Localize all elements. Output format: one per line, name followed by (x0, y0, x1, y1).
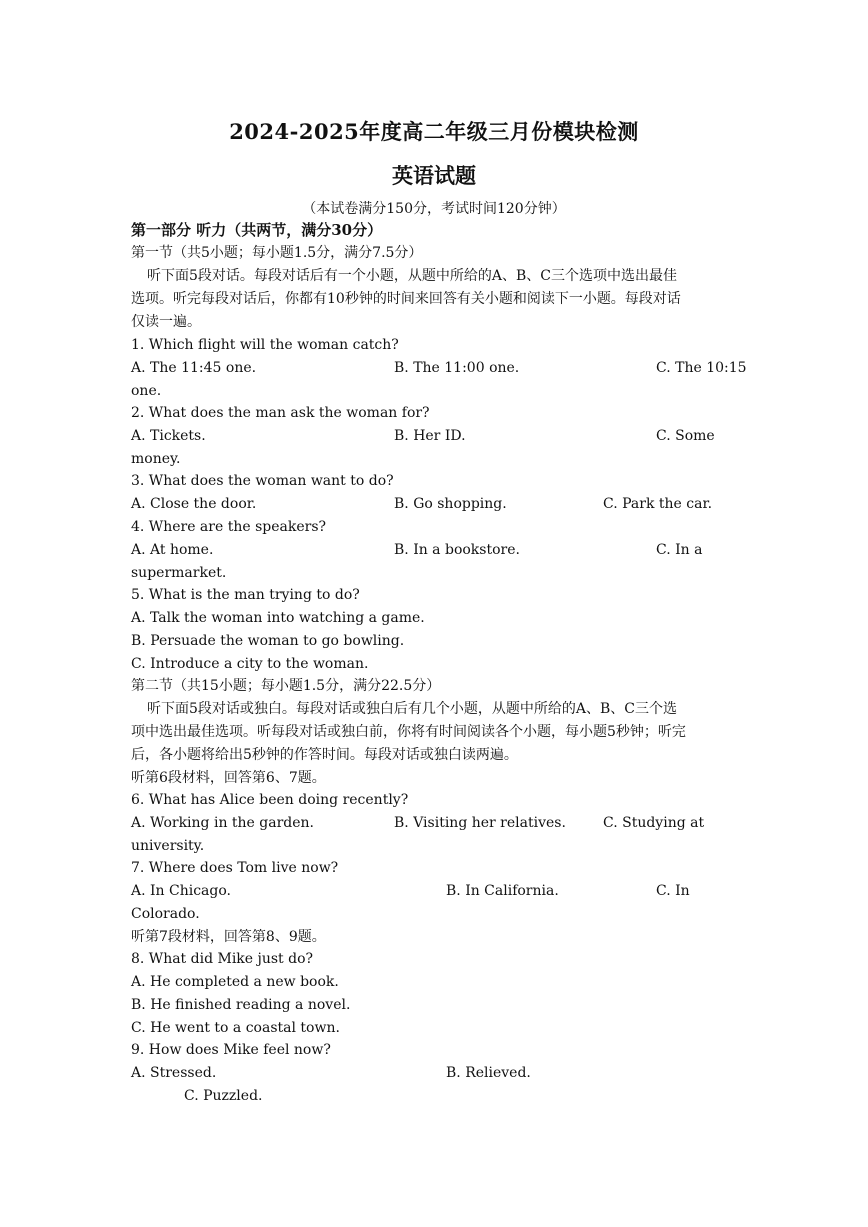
option-c: C. Studying at (603, 815, 705, 831)
option-c-continued: one. (131, 383, 162, 399)
question-stem: 4. Where are the speakers? (131, 519, 327, 535)
option-b: B. In a bookstore. (394, 542, 520, 558)
option-a: A. Stressed. (131, 1065, 217, 1081)
exam-subtitle: 英语试题 (392, 163, 476, 188)
option-b: B. Relieved. (446, 1065, 531, 1081)
option-c-continued: university. (131, 838, 205, 854)
section2-instructions-line: 后，各小题将给出5秒钟的作答时间。每段对话或独白读两遍。 (131, 747, 518, 763)
question-stem: 9. How does Mike feel now? (131, 1042, 331, 1058)
section1-instructions-line: 听下面5段对话。每段对话后有一个小题，从题中所给的A、B、C三个选项中选出最佳 (147, 268, 678, 284)
material-heading: 听第7段材料，回答第8、9题。 (131, 929, 326, 945)
option-b: B. Go shopping. (394, 496, 507, 512)
option-c: C. He went to a coastal town. (131, 1020, 340, 1036)
option-c-continued: money. (131, 451, 181, 467)
material-heading: 听第6段材料，回答第6、7题。 (131, 770, 326, 786)
section1-heading: 第一节（共5小题；每小题1.5分，满分7.5分） (131, 245, 423, 261)
section2-instructions-line: 听下面5段对话或独白。每段对话或独白后有几个小题，从题中所给的A、B、C三个选 (147, 701, 678, 717)
question-stem: 3. What does the woman want to do? (131, 473, 394, 489)
option-a: A. Close the door. (131, 496, 257, 512)
option-a: A. Talk the woman into watching a game. (131, 610, 425, 626)
option-b: B. Persuade the woman to go bowling. (131, 633, 405, 649)
option-a: A. Working in the garden. (131, 815, 314, 831)
question-stem: 2. What does the man ask the woman for? (131, 405, 430, 421)
option-b: B. The 11:00 one. (394, 360, 520, 376)
section2-instructions-line: 项中选出最佳选项。听每段对话或独白前，你将有时间阅读各个小题，每小题5秒钟；听完 (131, 724, 686, 740)
option-a: A. At home. (131, 542, 214, 558)
exam-note: （本试卷满分150分，考试时间120分钟） (302, 201, 566, 217)
option-c-continued: supermarket. (131, 565, 227, 581)
exam-title: 2024-2025年度高二年级三月份模块检测 (229, 119, 639, 144)
option-c: C. In (656, 883, 690, 899)
section1-instructions-line: 选项。听完每段对话后，你都有10秒钟的时间来回答有关小题和阅读下一小题。每段对话 (131, 291, 681, 307)
question-stem: 8. What did Mike just do? (131, 951, 314, 967)
option-c: C. In a (656, 542, 703, 558)
question-stem: 5. What is the man trying to do? (131, 587, 360, 603)
option-a: A. Tickets. (131, 428, 206, 444)
part1-heading: 第一部分 听力（共两节，满分30分） (131, 221, 383, 239)
option-c: C. Some (656, 428, 715, 444)
option-c: C. Park the car. (603, 496, 713, 512)
section2-heading: 第二节（共15小题；每小题1.5分，满分22.5分） (131, 678, 441, 694)
option-a: A. The 11:45 one. (131, 360, 257, 376)
option-a: A. In Chicago. (131, 883, 231, 899)
section1-instructions-line: 仅读一遍。 (131, 314, 201, 330)
option-b: B. In California. (446, 883, 559, 899)
question-stem: 7. Where does Tom live now? (131, 860, 339, 876)
option-c: C. Introduce a city to the woman. (131, 656, 369, 672)
option-b: B. Her ID. (394, 428, 466, 444)
option-a: A. He completed a new book. (131, 974, 339, 990)
question-stem: 6. What has Alice been doing recently? (131, 792, 409, 808)
option-c: C. Puzzled. (184, 1088, 263, 1104)
option-b: B. Visiting her relatives. (394, 815, 566, 831)
option-c-continued: Colorado. (131, 906, 200, 922)
option-c: C. The 10:15 (656, 360, 747, 376)
question-stem: 1. Which flight will the woman catch? (131, 337, 399, 353)
option-b: B. He finished reading a novel. (131, 997, 351, 1013)
